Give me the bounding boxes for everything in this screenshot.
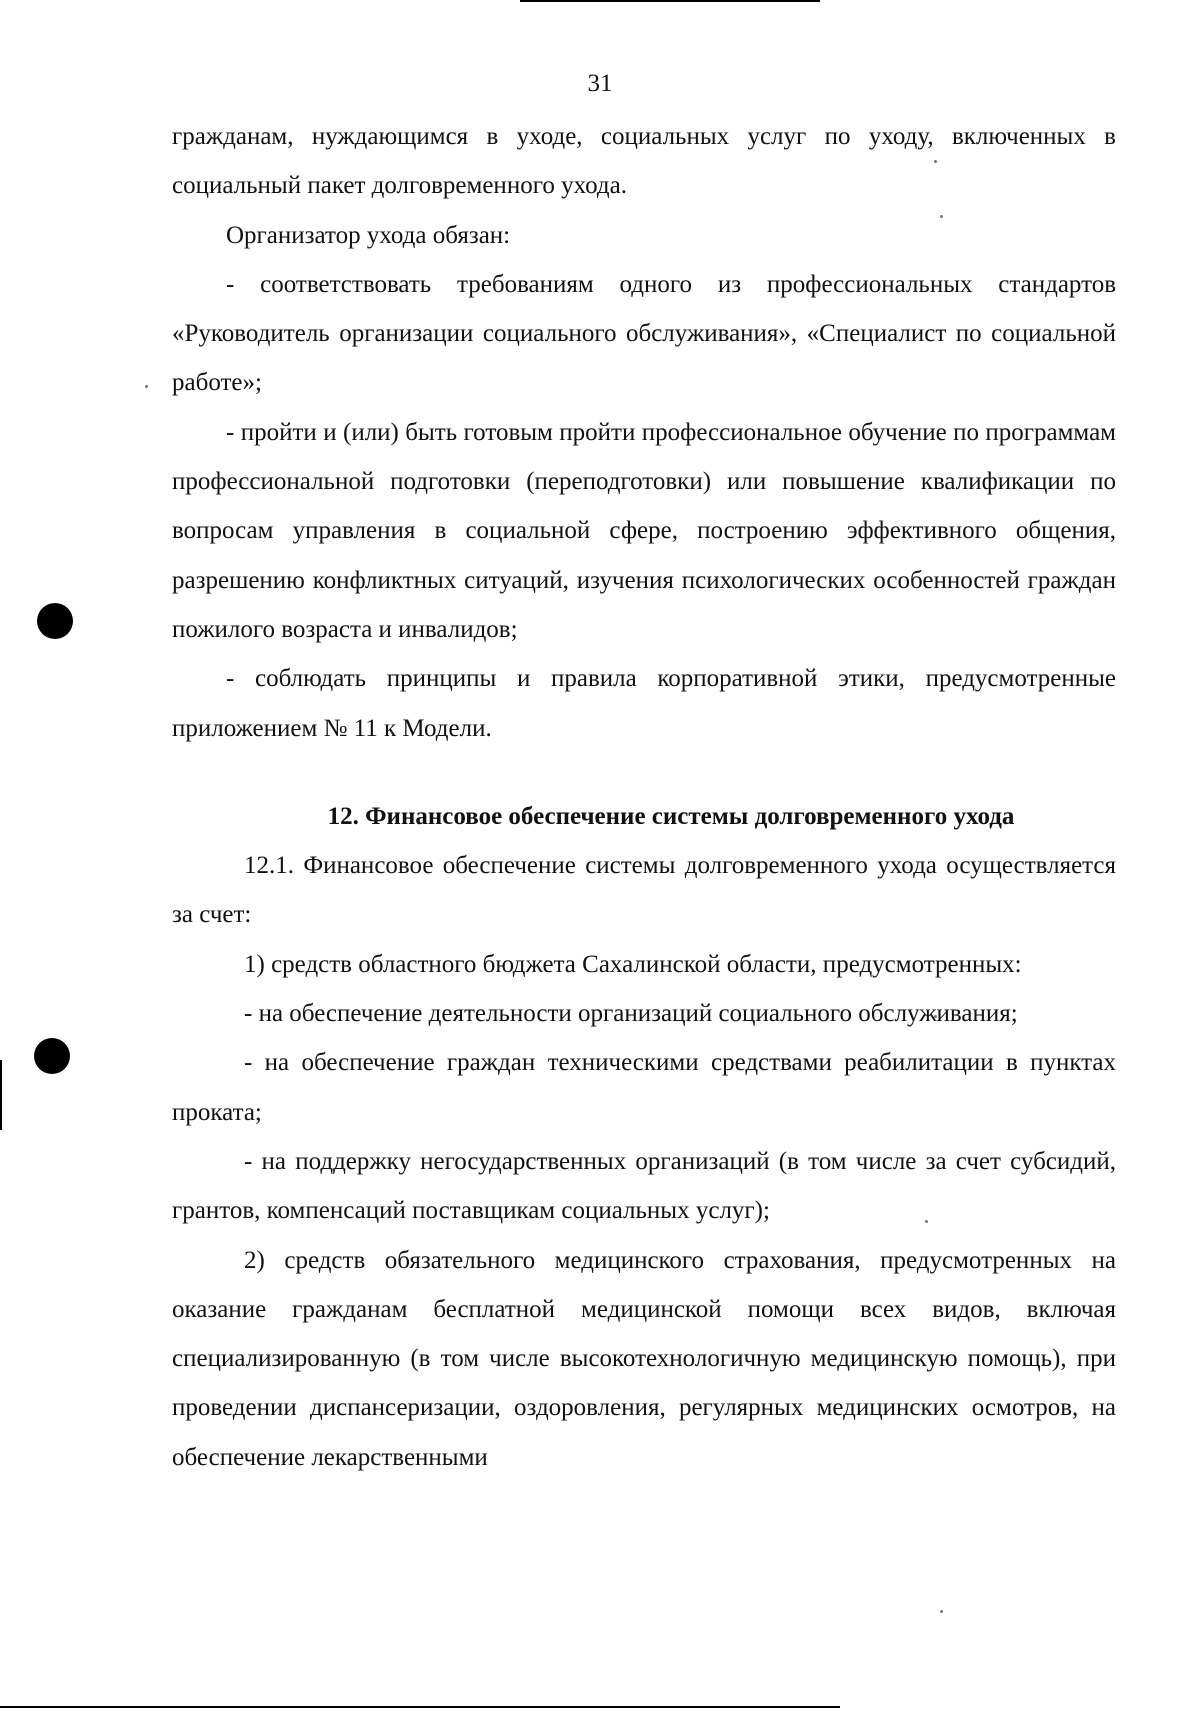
list-item: - пройти и (или) быть готовым пройти профессиональное обучение по программам профессиональной подготовки (переподготовки) или повышение квалификации по вопросам управления в социальной сфере, построению эффективного общения, разрешению конфликтных ситуаций, изучения психологических особенностей граждан пожилого возраста и инвалидов; (172, 418, 1116, 643)
list-item: - на поддержку негосударственных организаций (в том числе за счет субсидий, грантов, компенсаций поставщикам социальных услуг); (172, 1147, 1116, 1225)
section-spacer (172, 753, 1116, 792)
list-item: - соответствовать требованиям одного из профессиональных стандартов «Руководитель организации социального обслуживания», «Специалист по социальной работе»; (172, 270, 1116, 397)
list-item: - на обеспечение деятельности организаций социального обслуживания; (244, 1000, 1018, 1028)
scan-edge-bottom (0, 1706, 840, 1708)
scan-speck (940, 1610, 943, 1613)
scan-speck (145, 385, 148, 388)
paragraph: 2) средств обязательного медицинского страхования, предусмотренных на оказание гражданам бесплатной медицинской помощи всех видов, включая специализированную (в том числе высокотехнологичную медицинскую помощь), при проведении диспансеризации, оздоровления, регулярных медицинских осмотров, на обеспечение лекарственными (172, 1246, 1116, 1471)
section-heading: 12. Финансовое обеспечение системы долговременного ухода (327, 802, 1015, 830)
paragraph: Организатор ухода обязан: (226, 221, 511, 249)
paragraph: 12.1. Финансовое обеспечение системы долговременного ухода осуществляется за счет: (172, 852, 1116, 929)
page-number: 31 (587, 70, 613, 97)
list-item: - на обеспечение граждан техническими средствами реабилитации в пунктах проката; (172, 1049, 1116, 1126)
punch-hole-bottom (34, 1038, 70, 1074)
list-item: - соблюдать принципы и правила корпоративной этики, предусмотренные приложением № 11 к Модели. (172, 665, 1116, 742)
paragraph: гражданам, нуждающимся в уходе, социальных услуг по уходу, включенных в социальный пакет долговременного ухода. (172, 123, 1116, 200)
scan-edge-left (0, 1060, 2, 1130)
document-body (172, 112, 1116, 1482)
scan-edge-top (520, 0, 820, 2)
punch-hole-top (37, 603, 73, 639)
list-item: 1) средств областного бюджета Сахалинской области, предусмотренных: (244, 950, 1022, 978)
